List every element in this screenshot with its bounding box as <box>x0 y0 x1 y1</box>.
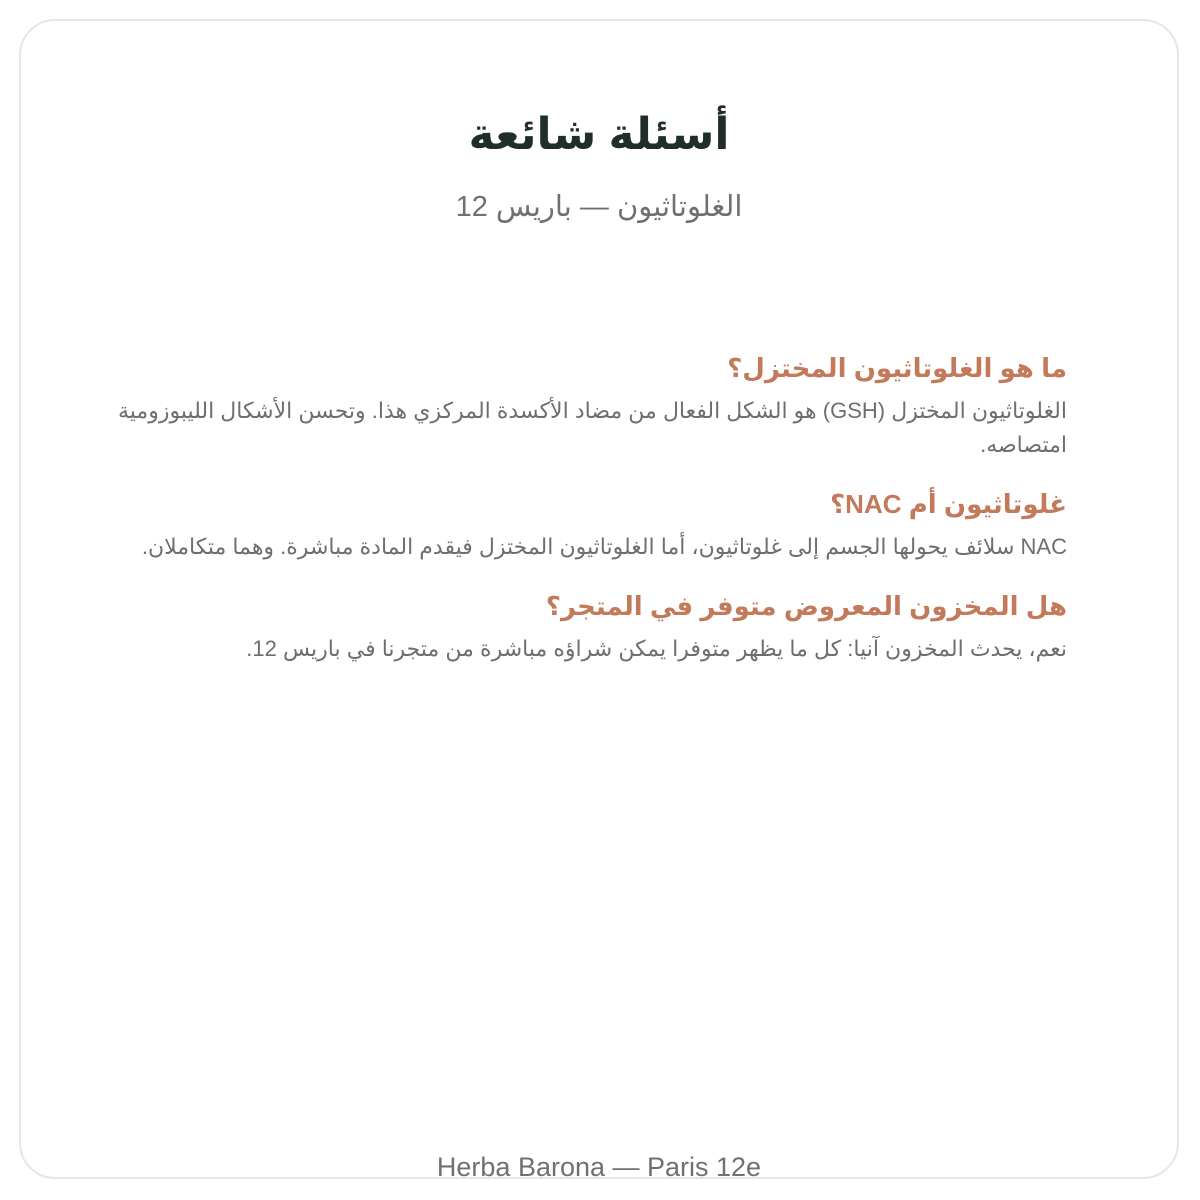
faq-card <box>19 19 1179 1182</box>
faq-question: هل المخزون المعروض متوفر في المتجر؟ <box>545 591 1067 621</box>
faq-item <box>77 346 1067 462</box>
faq-item <box>77 482 1067 564</box>
faq-answer: نعم، يحدث المخزون آنيا: كل ما يظهر متوفرا يمكن شراؤه مباشرة من متجرنا في باريس 12. <box>246 636 1067 661</box>
page-title: أسئلة شائعة <box>468 110 730 159</box>
faq-answer: الغلوتاثيون المختزل (GSH) هو الشكل الفعال من مضاد الأكسدة المركزي هذا. وتحسن الأشكال الليبوزومية امتصاصه. <box>117 398 1067 457</box>
footer-brand: Herba Barona — Paris 12e <box>436 1152 762 1182</box>
faq-question: غلوتاثيون أم NAC؟ <box>830 489 1067 519</box>
page-subtitle: الغلوتاثيون — باريس 12 <box>455 191 743 223</box>
faq-answer: NAC سلائف يحولها الجسم إلى غلوتاثيون، أما الغلوتاثيون المختزل فيقدم المادة مباشرة. وهما متكاملان. <box>141 534 1067 559</box>
faq-item <box>77 584 1067 666</box>
faq-question: ما هو الغلوتاثيون المختزل؟ <box>727 353 1067 383</box>
faq-list <box>77 346 1067 686</box>
